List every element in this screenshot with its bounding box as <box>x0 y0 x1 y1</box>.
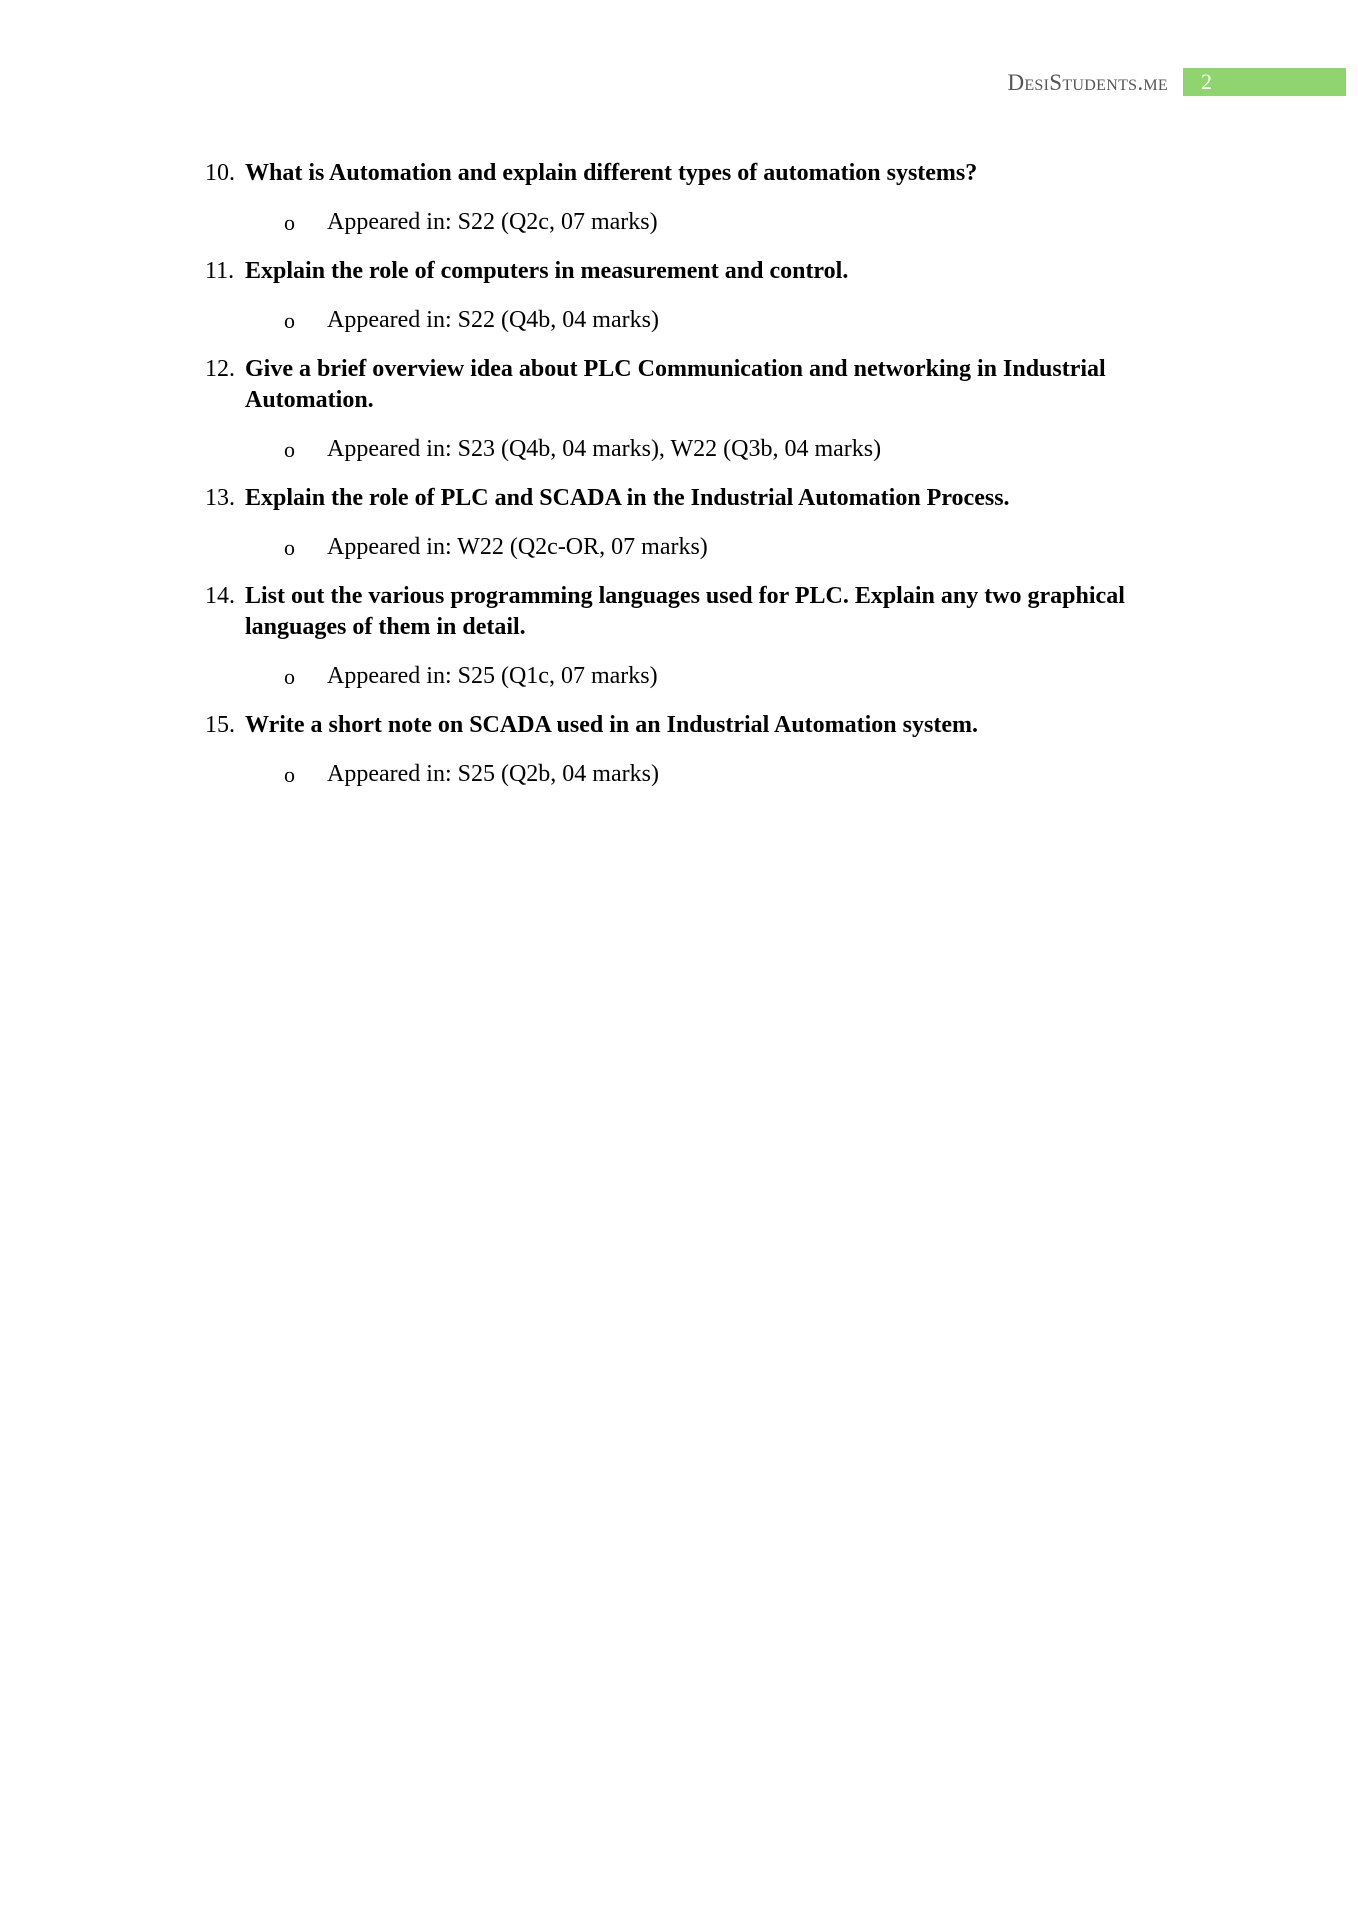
question-number: 14. <box>205 583 235 609</box>
question-number: 15. <box>205 712 235 738</box>
question-text: Write a short note on SCADA used in an Industrial Automation system. <box>245 712 978 738</box>
question-text: What is Automation and explain different types of automation systems? <box>245 160 978 186</box>
appeared-in-item <box>205 207 1205 238</box>
site-name: DesiStudents.me <box>1007 70 1168 95</box>
appeared-in-item <box>205 305 1205 336</box>
bullet-icon: o <box>284 762 295 787</box>
question-number: 12. <box>205 356 235 382</box>
appeared-in-text: Appeared in: S22 (Q4b, 04 marks) <box>327 307 659 333</box>
appeared-in-text: Appeared in: W22 (Q2c-OR, 07 marks) <box>327 534 708 560</box>
bullet-icon: o <box>284 308 295 333</box>
appeared-in-text: Appeared in: S23 (Q4b, 04 marks), W22 (Q3b, 04 marks) <box>327 436 882 462</box>
bullet-icon: o <box>284 437 295 462</box>
question-item <box>205 256 1205 287</box>
appeared-in-item <box>205 532 1205 563</box>
question-item <box>205 581 1205 643</box>
bullet-icon: o <box>284 535 295 560</box>
appeared-in-text: Appeared in: S25 (Q2b, 04 marks) <box>327 761 659 787</box>
bullet-icon: o <box>284 210 295 235</box>
question-number: 13. <box>205 485 235 511</box>
question-text: Explain the role of PLC and SCADA in the Industrial Automation Process. <box>245 485 1010 511</box>
question-number: 10. <box>205 160 235 186</box>
page-number-badge: 2 <box>1183 68 1346 96</box>
question-item <box>205 354 1205 416</box>
bullet-icon: o <box>284 664 295 689</box>
appeared-in-item <box>205 759 1205 790</box>
question-item <box>205 158 1205 189</box>
appeared-in-text: Appeared in: S22 (Q2c, 07 marks) <box>327 209 658 235</box>
appeared-in-item <box>205 661 1205 692</box>
question-item <box>205 710 1205 741</box>
page-header <box>0 68 1358 98</box>
appeared-in-text: Appeared in: S25 (Q1c, 07 marks) <box>327 663 658 689</box>
question-text: Explain the role of computers in measurement and control. <box>245 258 849 284</box>
question-list <box>205 158 1205 808</box>
question-text: List out the various programming languages used for PLC. Explain any two graphical languages of them in detail. <box>245 583 1125 640</box>
question-text: Give a brief overview idea about PLC Communication and networking in Industrial Automation. <box>245 356 1106 413</box>
appeared-in-item <box>205 434 1205 465</box>
question-number: 11. <box>205 258 235 284</box>
question-item <box>205 483 1205 514</box>
